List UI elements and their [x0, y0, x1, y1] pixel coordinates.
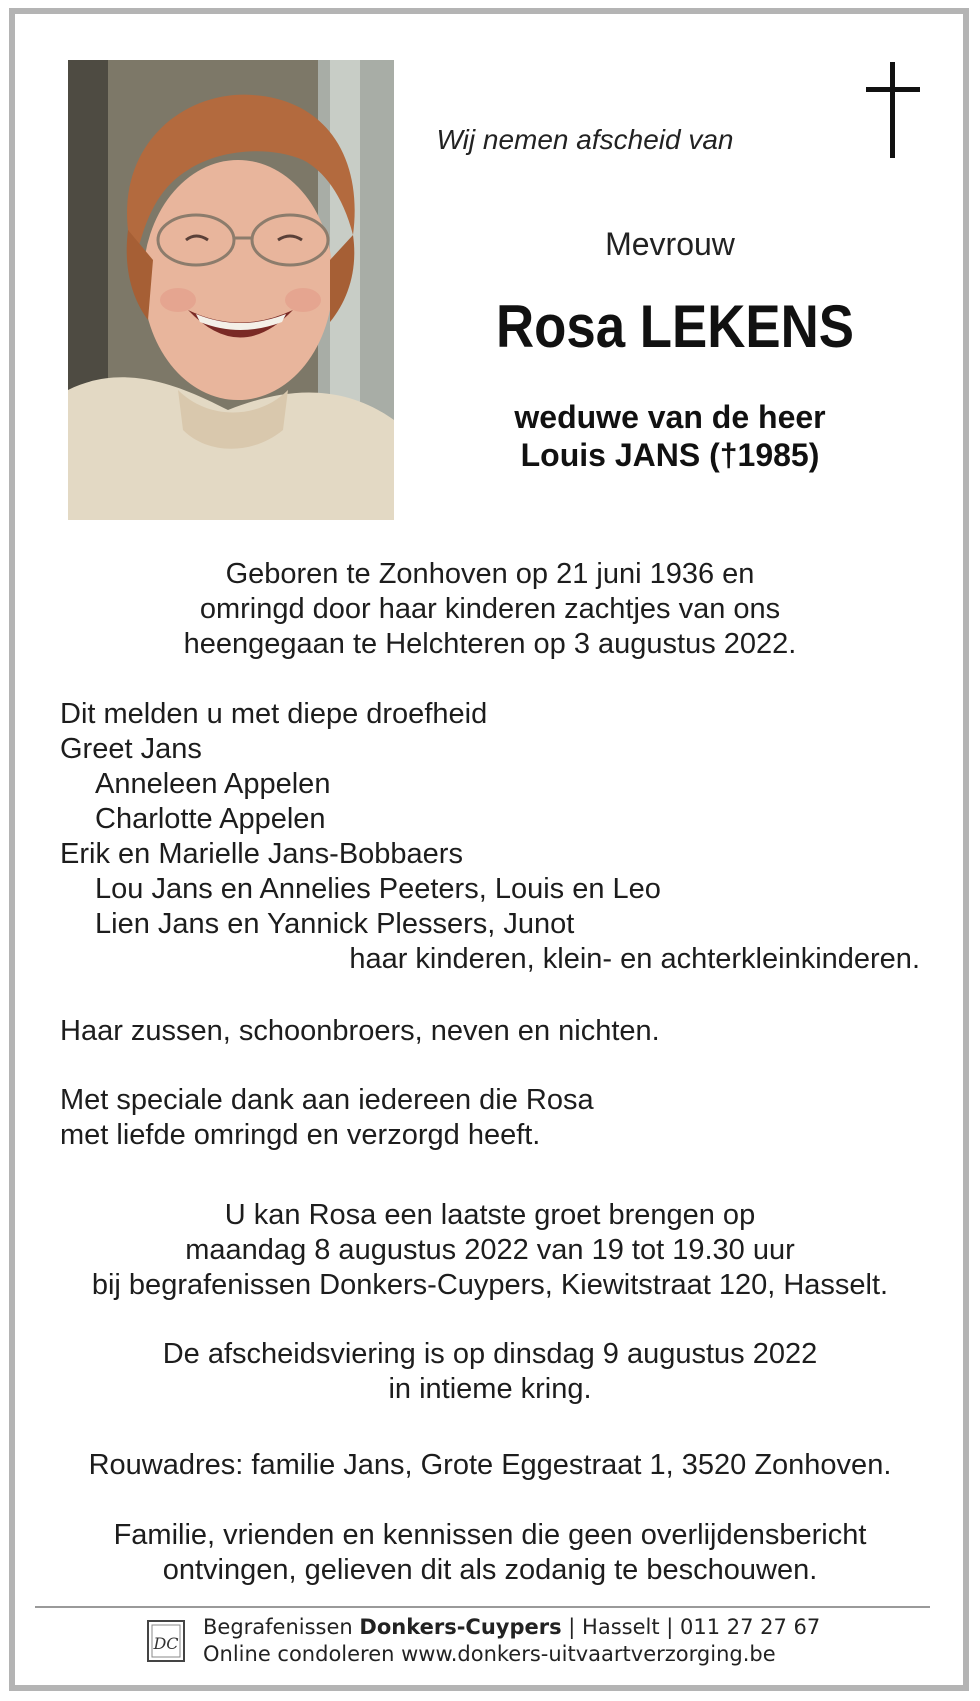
notice-line: ontvingen, gelieven dit als zodanig te beschouwen. [162, 1554, 818, 1586]
thanks-block [60, 1083, 920, 1153]
visit-line: U kan Rosa een laatste groet brengen op [224, 1199, 756, 1231]
family-block [60, 697, 920, 977]
relatives-text: Haar zussen, schoonbroers, neven en nichten. [60, 1015, 660, 1047]
address-text: Rouwadres: familie Jans, Grote Eggestraat 1, 3520 Zonhoven. [88, 1449, 892, 1481]
family-member: Charlotte Appelen [95, 803, 326, 835]
cross-icon [864, 60, 922, 160]
birth-death-line: omringd door haar kinderen zachtjes van ons [199, 593, 781, 625]
footer-company-line [203, 1614, 820, 1641]
birth-death-block [60, 557, 920, 662]
address-block [60, 1448, 920, 1483]
family-member: Lou Jans en Annelies Peeters, Louis en Leo [95, 873, 661, 905]
footer-company: Donkers-Cuypers [359, 1615, 562, 1639]
birth-death-line: heengegaan te Helchteren op 3 augustus 2022. [183, 628, 797, 660]
family-closing: haar kinderen, klein- en achterkleinkinderen. [349, 943, 920, 975]
birth-death-line: Geboren te Zonhoven op 21 juni 1936 en [225, 558, 755, 590]
footer-text [203, 1614, 820, 1668]
family-opening: Dit melden u met diepe droefheid [60, 698, 488, 730]
thanks-line: Met speciale dank aan iedereen die Rosa [60, 1084, 594, 1116]
footer-divider [35, 1606, 930, 1608]
spouse-info [440, 398, 900, 474]
ceremony-line: in intieme kring. [388, 1373, 592, 1405]
family-member: Greet Jans [60, 733, 202, 765]
notice-block [60, 1518, 920, 1588]
logo-text: DC [153, 1634, 179, 1653]
family-member: Lien Jans en Yannick Plessers, Junot [95, 908, 575, 940]
visit-block [60, 1198, 920, 1303]
footer-prefix: Begrafenissen [203, 1615, 360, 1639]
deceased-name: Rosa LEKENS [496, 293, 854, 360]
portrait-photo [68, 60, 394, 520]
footer-details: | Hasselt | 011 27 27 67 [561, 1615, 821, 1639]
honorific: Mevrouw [605, 226, 735, 262]
spouse-line-2: Louis JANS (†1985) [520, 437, 820, 473]
relatives-line [60, 1014, 920, 1049]
visit-line: maandag 8 augustus 2022 van 19 tot 19.30 uur [185, 1234, 795, 1266]
ceremony-line: De afscheidsviering is op dinsdag 9 augustus 2022 [162, 1338, 818, 1370]
footer-online-link[interactable]: Online condoleren www.donkers-uitvaartverzorging.be [203, 1642, 776, 1666]
intro-line: Wij nemen afscheid van [436, 124, 734, 155]
family-member: Erik en Marielle Jans-Bobbaers [60, 838, 463, 870]
spouse-line-1: weduwe van de heer [514, 399, 826, 435]
thanks-line: met liefde omringd en verzorgd heeft. [60, 1119, 541, 1151]
notice-line: Familie, vrienden en kennissen die geen overlijdensbericht [113, 1519, 867, 1551]
visit-line: bij begrafenissen Donkers-Cuypers, Kiewitstraat 120, Hasselt. [91, 1269, 889, 1301]
funeral-home-logo-icon [146, 1619, 186, 1663]
ceremony-block [60, 1337, 920, 1407]
family-member: Anneleen Appelen [95, 768, 331, 800]
